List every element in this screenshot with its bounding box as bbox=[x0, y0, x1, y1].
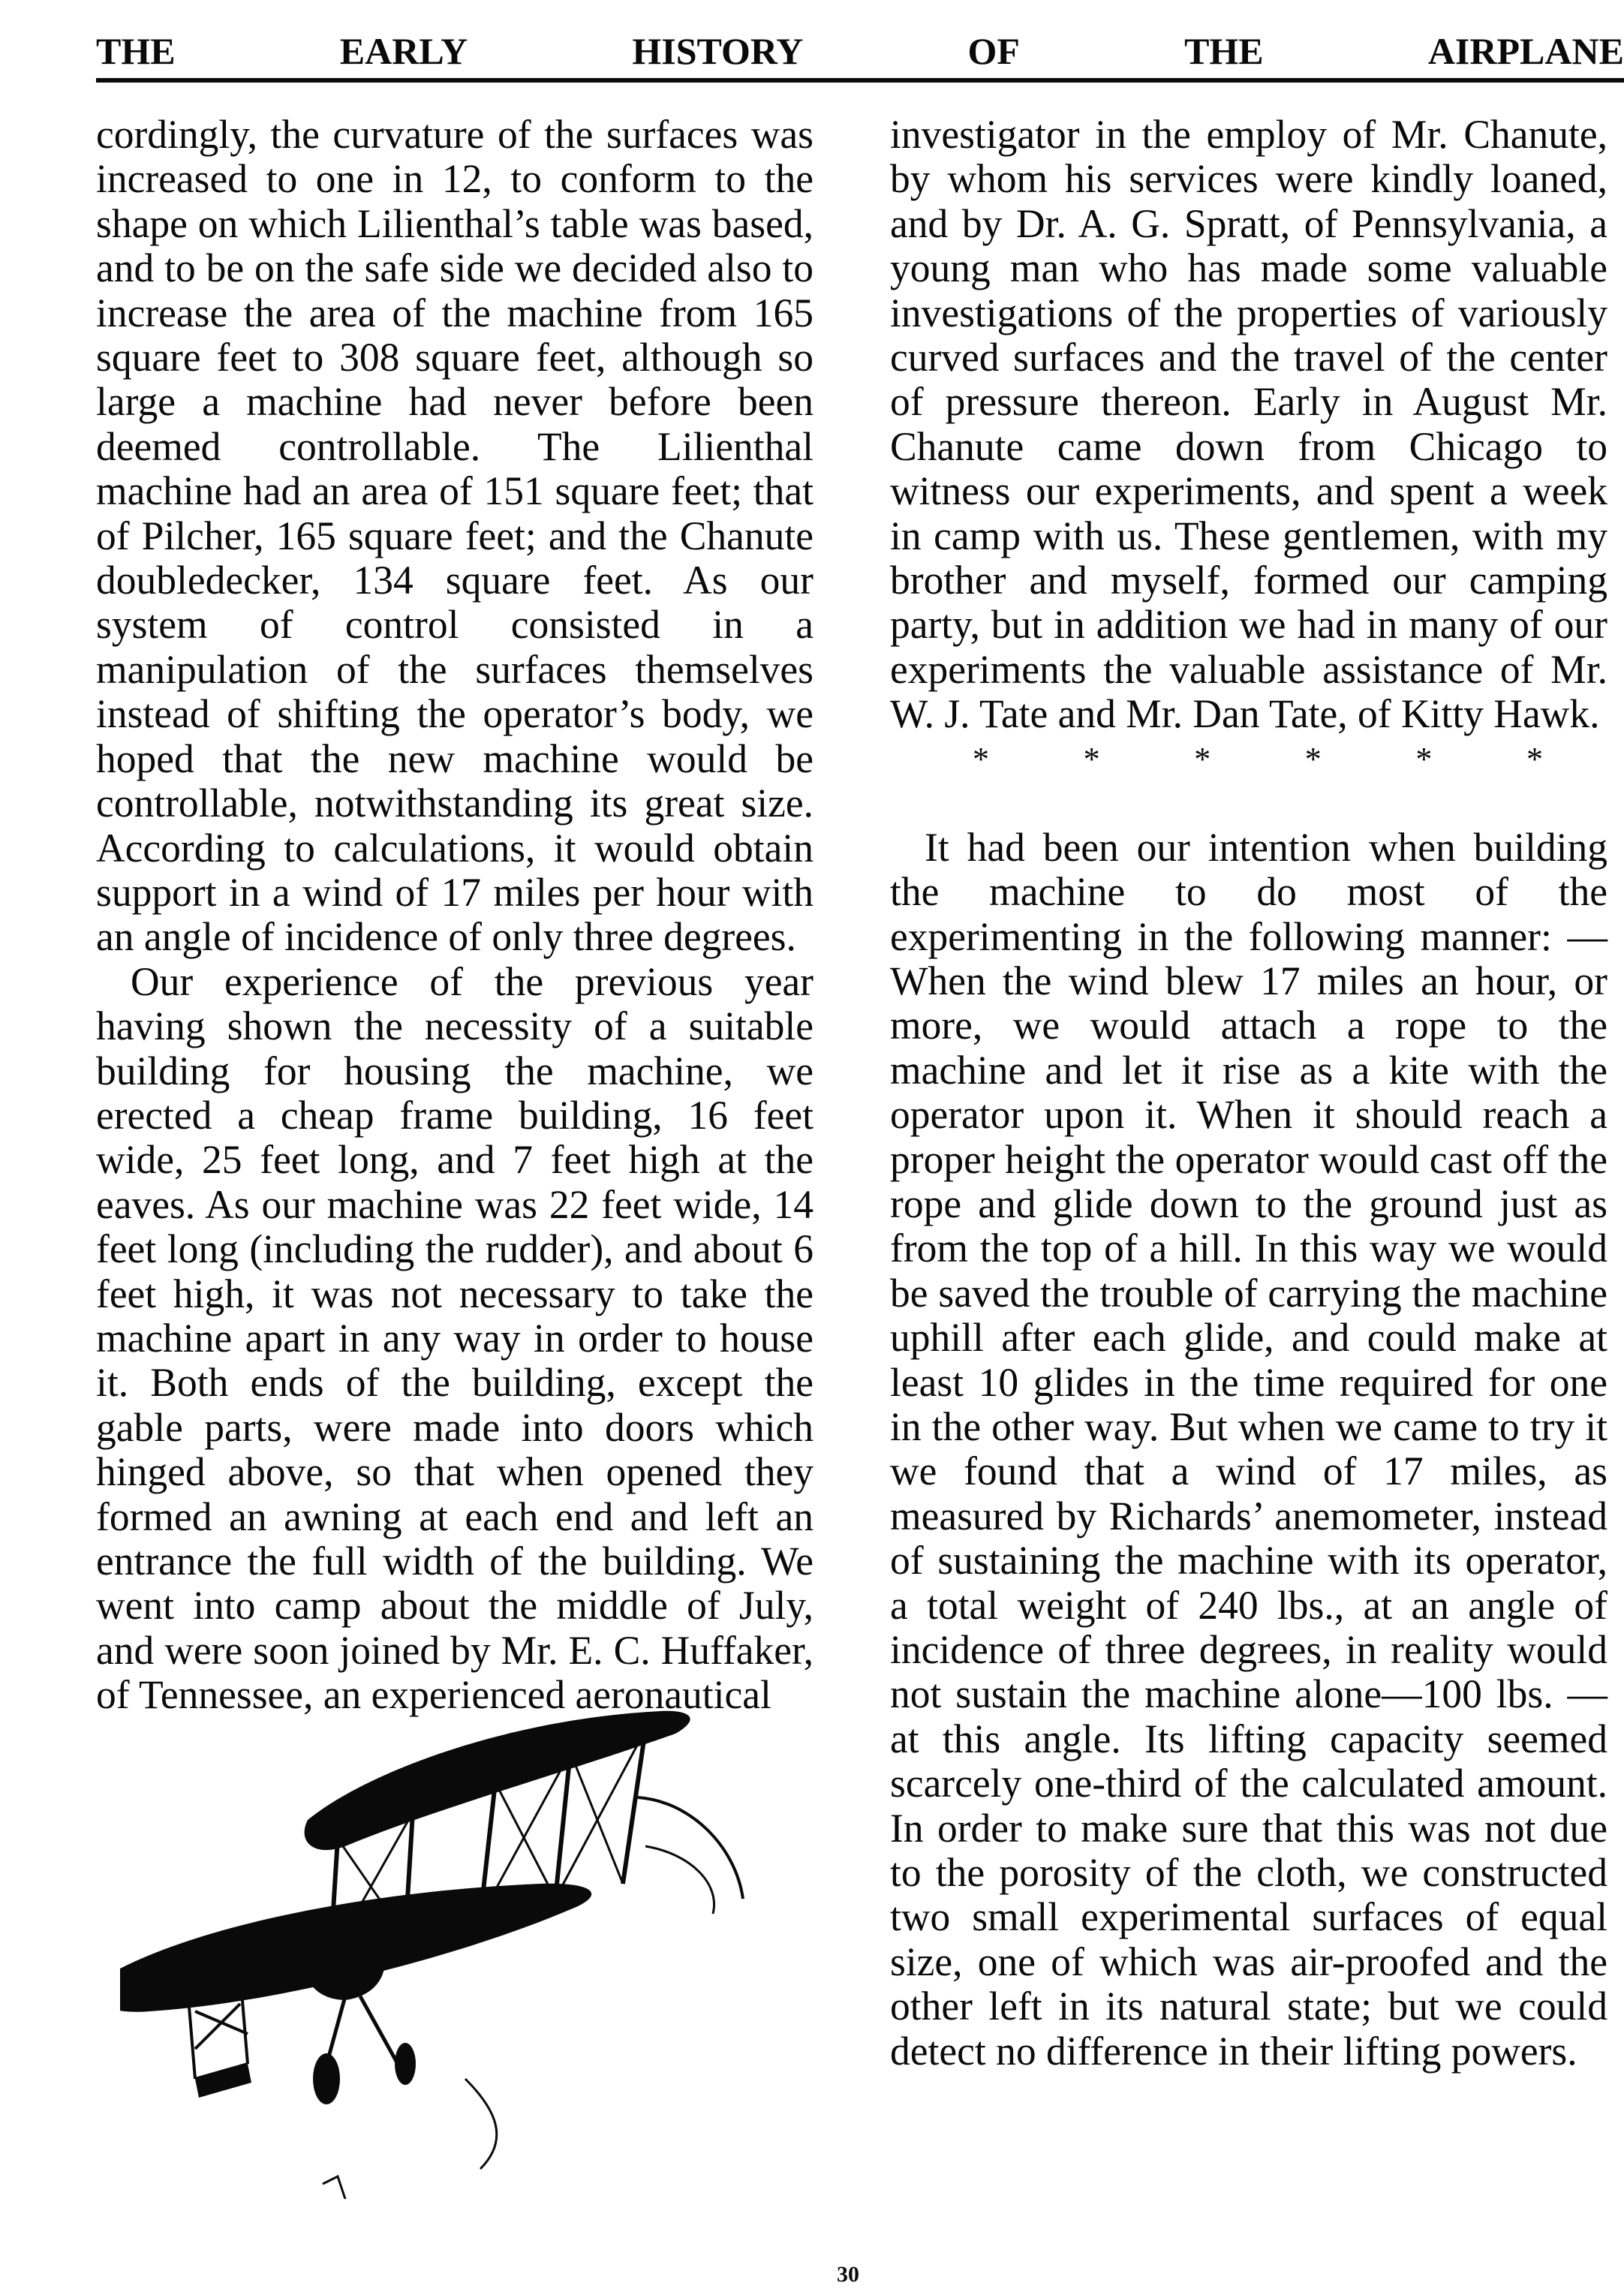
running-head bbox=[96, 29, 1624, 74]
page-number: 30 bbox=[837, 2262, 859, 2287]
wheel bbox=[313, 2053, 340, 2104]
left-column bbox=[96, 113, 814, 1718]
ground-sketch bbox=[465, 2079, 497, 2169]
landing-strut bbox=[360, 1996, 398, 2064]
section-gap bbox=[890, 781, 1607, 826]
left-paragraph-1: cordingly, the curvature of the surfaces was increased to one in 12, to conform to the shape on which Lilienthal’s table was based, and to be on the safe side we decided also to increase the area of the machine from 165 square feet to 308 square feet, although so large a machine had never before been deemed controllable. The Lilienthal machine had an area of 151 square feet; that of Pilcher, 165 square feet; and the Chanute doubledecker, 134 square feet. As our system of control consisted in a manipulation of the surfaces themselves instead of shifting the operator’s body, we hoped that the new machine would be controllable, notwithstanding its great size. According to calculations, it would obtain support in a wind of 17 miles per hour with an angle of incidence of only three degrees. bbox=[96, 112, 814, 960]
left-paragraph-2: Our experience of the previous year having shown the necessity of a suitable building for housing the machine, we erected a cheap frame building, 16 feet wide, 25 feet long, and 7 feet high at the eaves. As our machine was 22 feet wide, 14 feet long (including the rudder), and about 6 feet high, it was not necessary to take the machine apart in any way in order to house it. Both ends of the building, except the gable parts, were made into doors which hinged above, so that when opened they formed an awning at each end and left an entrance the full width of the building. We went into camp about the middle of July, and were soon joined by Mr. E. C. Huffaker, of Tennessee, an experienced aeronautical bbox=[96, 958, 814, 1718]
running-head-word: THE bbox=[96, 30, 176, 72]
separator-star: * bbox=[1526, 740, 1543, 778]
section-separator bbox=[973, 737, 1543, 781]
separator-star: * bbox=[973, 740, 989, 778]
right-paragraph-2: It had been our intention when building the machine to do most of the experimenting in the following manner: —When the wind blew 17 miles an hour, or more, we would attach a rope to the machine and let it rise as a kite with the operator upon it. When it should reach a proper height the operator would cast off the rope and glide down to the ground just as from the top of a hill. In this way we would be saved the trouble of carrying the machine uphill after each glide, and could make at least 10 glides in the time required for one in the other way. But when we came to try it we found that a wind of 17 miles, as measured by Richards’ anemometer, instead of sustaining the machine with its operator, a total weight of 240 lbs., at an angle of incidence of three degrees, in reality would not sustain the machine alone—100 lbs. —at this angle. Its lifting capacity seemed scarcely one-third of the calculated amount. In order to make sure that this was not due to the porosity of the cloth, we constructed two small experimental surfaces of equal size, one of which was air-proofed and the other left in its natural state; but we could detect no difference in their lifting powers. bbox=[890, 824, 1607, 2074]
running-head-word: THE bbox=[1184, 30, 1264, 72]
separator-star: * bbox=[1083, 740, 1100, 778]
wind-curve-line bbox=[645, 1846, 714, 1914]
tail-fin bbox=[195, 2064, 251, 2098]
header-rule bbox=[96, 78, 1624, 83]
wheel bbox=[395, 2043, 416, 2085]
separator-star: * bbox=[1415, 740, 1433, 778]
glider-illustration bbox=[120, 1659, 826, 2199]
separator-star: * bbox=[1304, 740, 1322, 778]
right-paragraph-1: investigator in the employ of Mr. Chanute, by whom his services were kindly loaned, and by Dr. A. G. Spratt, of Pennsylvania, a young man who has made some valuable investigations of the properties of variously curved surfaces and the travel of the center of pressure thereon. Early in August Mr. Chanute came down from Chicago to witness our experiments, and spent a week in camp with us. These gentlemen, with my brother and myself, formed our camping party, but in addition we had in many of our experiments the valuable assistance of Mr. W. J. Tate and Mr. Dan Tate, of Kitty Hawk. bbox=[890, 112, 1607, 737]
running-head-word: AIRPLANE bbox=[1427, 30, 1624, 72]
ground-sketch bbox=[323, 2176, 345, 2199]
running-head-word: HISTORY bbox=[632, 30, 804, 72]
running-head-word: OF bbox=[967, 30, 1020, 72]
right-column bbox=[890, 113, 1607, 2074]
running-head-word: EARLY bbox=[339, 30, 468, 72]
separator-star: * bbox=[1194, 740, 1211, 778]
